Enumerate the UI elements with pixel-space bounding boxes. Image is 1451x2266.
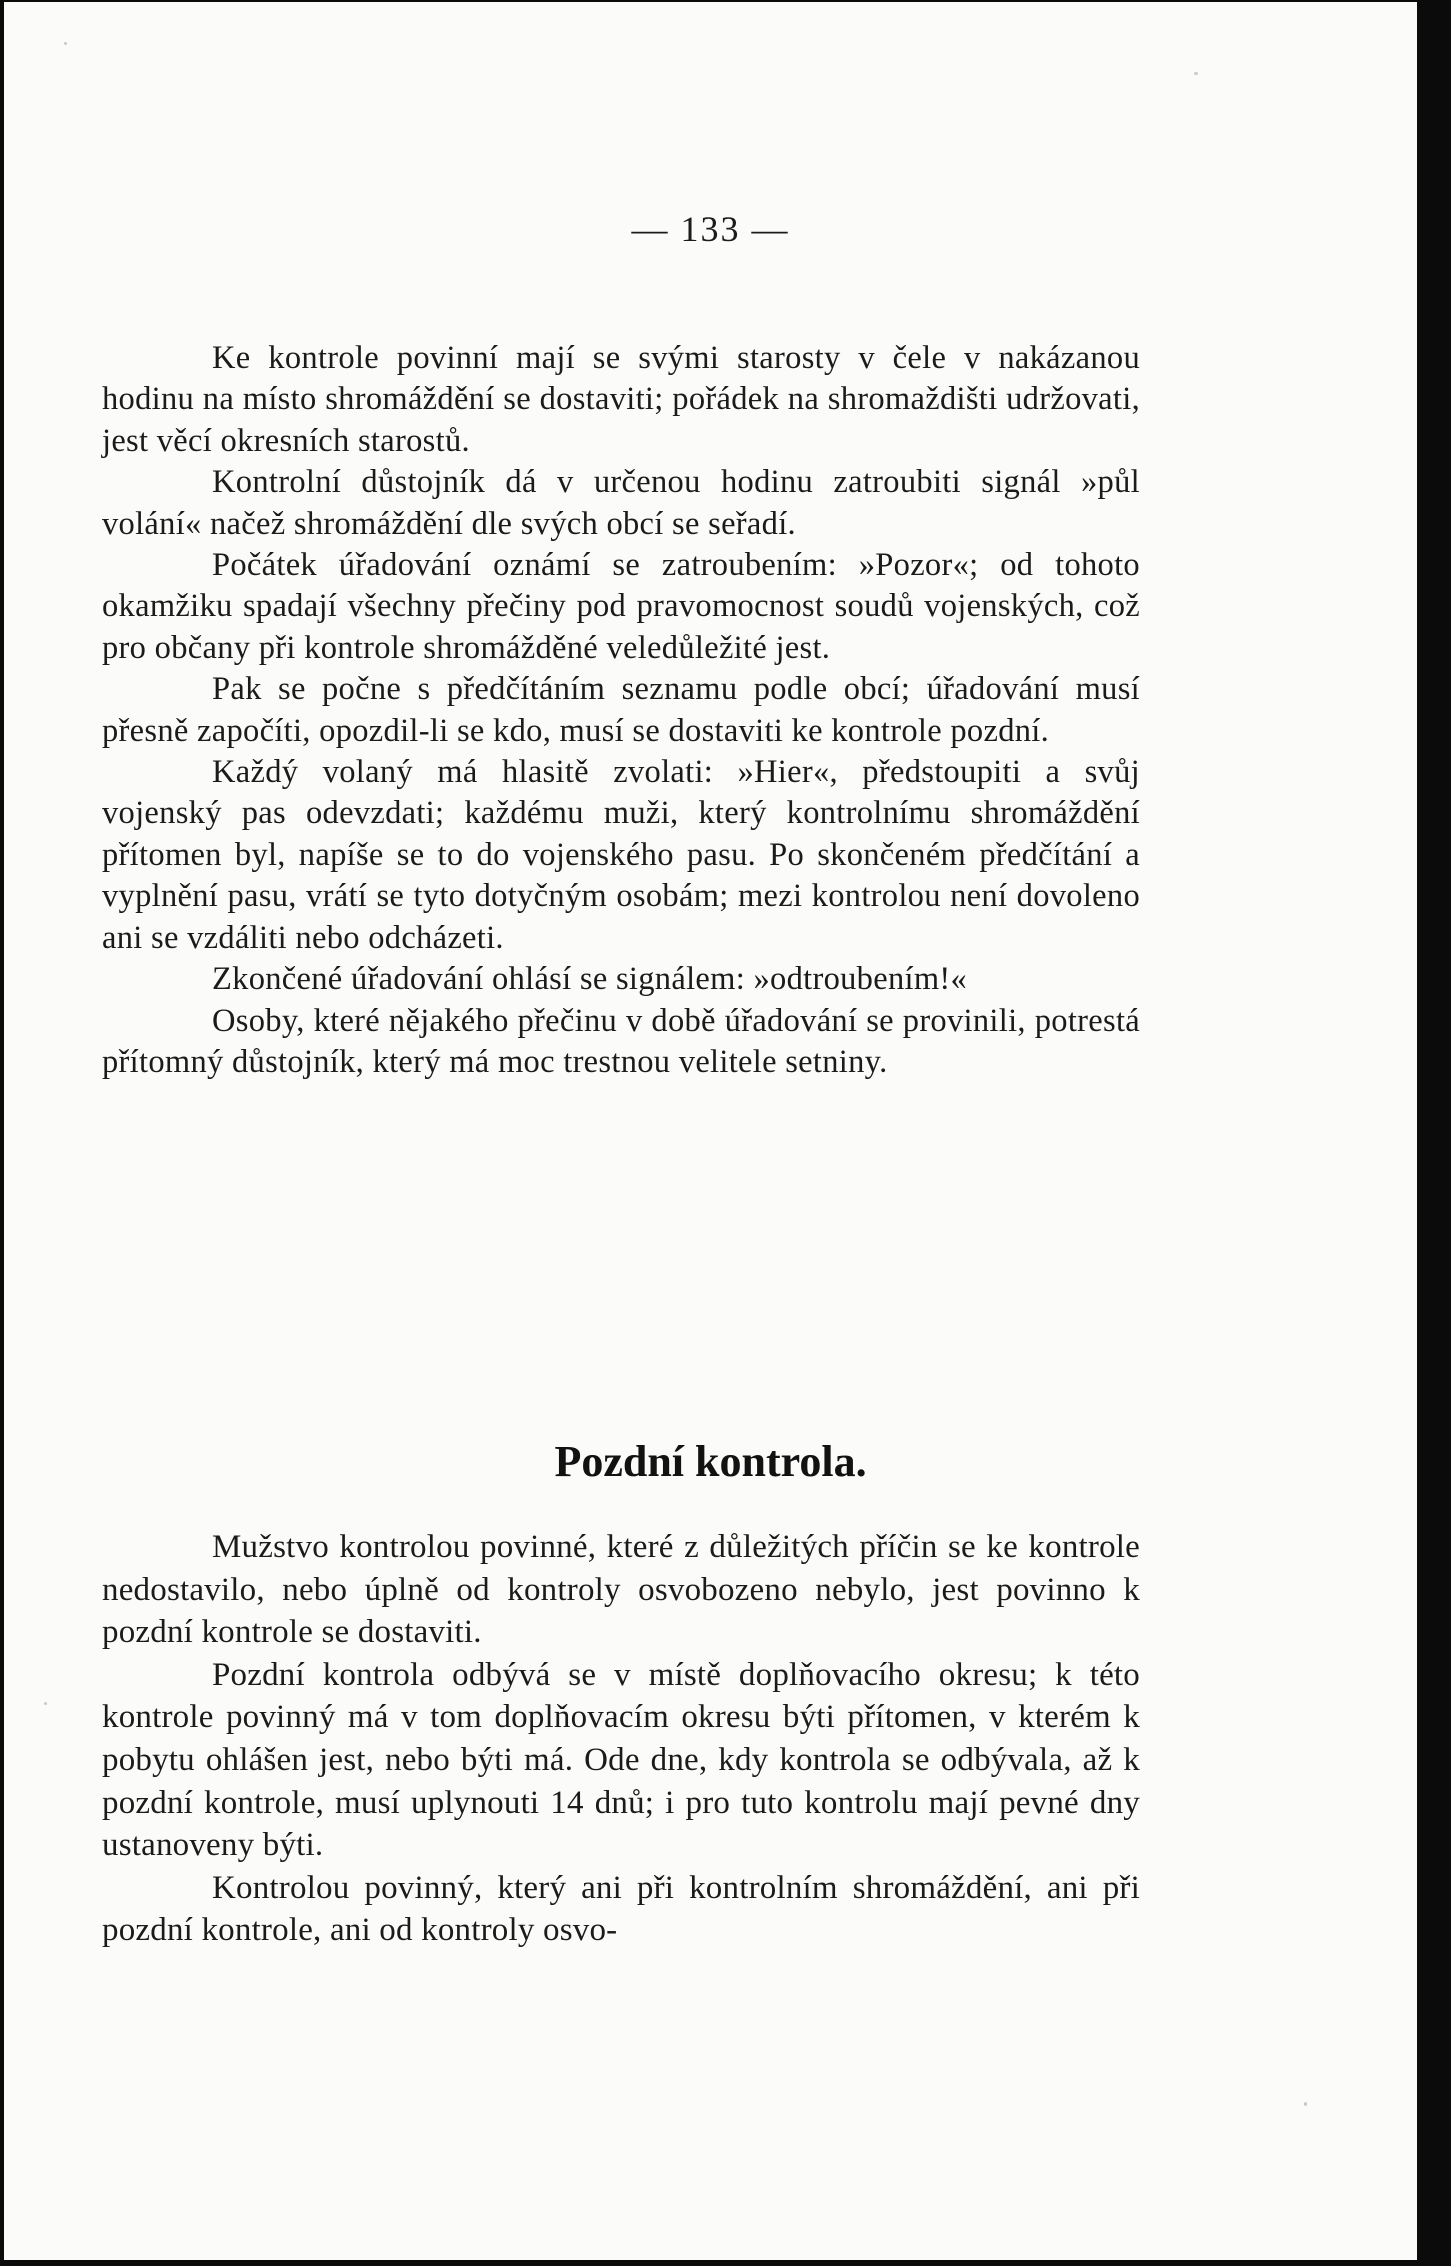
paragraph: Kontrolou povinný, který ani při kontrolním shromáždění, ani při pozdní kontrole, ani od kontroly osvo- [102,1869,1140,1949]
paper-speck [64,42,67,45]
book-page [4,2,1417,2260]
paragraph: Mužstvo kontrolou povinné, které z důležitých příčin se ke kontrole nedostavilo, nebo úplně od kontroly osvobozeno nebylo, jest povinno k pozdní kontrole se dostaviti. [102,1529,1140,1651]
paragraph: Pak se počne s předčítáním seznamu podle obcí; úřadování musí přesně započíti, opozdil-li se kdo, musí se dostaviti ke kontrole pozdní. [102,671,1140,749]
paragraph: Osoby, které nějakého přečinu v době úřadování se provinili, potrestá přítomný důstojník, který má moc trestnou velitele setniny. [102,1002,1140,1080]
paper-speck [44,1702,47,1705]
paragraph: Pozdní kontrola odbývá se v místě doplňovacího okresu; k této kontrole povinný má v tom doplňovacím okresu býti přítomen, v kterém k pobytu ohlášen jest, nebo býti má. Ode dne, kdy kontrola se odbývala, až k pozdní kontrole, musí uplynouti 14 dnů; i pro tuto kontrolu mají pevné dny ustanoveny býti. [102,1656,1140,1864]
paper-speck [1194,72,1198,75]
paragraph: Každý volaný má hlasitě zvolati: »Hier«, předstoupiti a svůj vojenský pas odevzdati; každému muži, který kontrolnímu shromáždění přítomen byl, napíše se to do vojenského pasu. Po skončeném předčítání a vyplnění pasu, vrátí se tyto dotyčným osobám; mezi kontrolou není dovoleno ani se vzdáliti nebo odcházeti. [102,754,1140,956]
text-block-control-procedure [102,338,1140,1083]
page-number: — 133 — [631,209,790,249]
paragraph: Ke kontrole povinní mají se svými starosty v čele v nakázanou hodinu na místo shromáždění se dostaviti; pořádek na shromaždišti udržovati, jest věcí okresních starostů. [102,340,1140,459]
paper-speck [1304,2102,1307,2106]
paragraph: Kontrolní důstojník dá v určenou hodinu zatroubiti signál »půl volání« načež shromáždění dle svých obcí se seřadí. [102,464,1140,542]
paragraph: Zkončené úřadování ohlásí se signálem: »odtroubením!« [212,961,968,998]
section-heading: Pozdní kontrola. [554,1437,867,1486]
text-block-late-control [102,1526,1140,1952]
paragraph: Počátek úřadování oznámí se zatroubením: »Pozor«; od tohoto okamžiku spadají všechny přečiny pod pravomocnost soudů vojenských, což pro občany při kontrole shromážděné veledůležité jest. [102,547,1140,666]
